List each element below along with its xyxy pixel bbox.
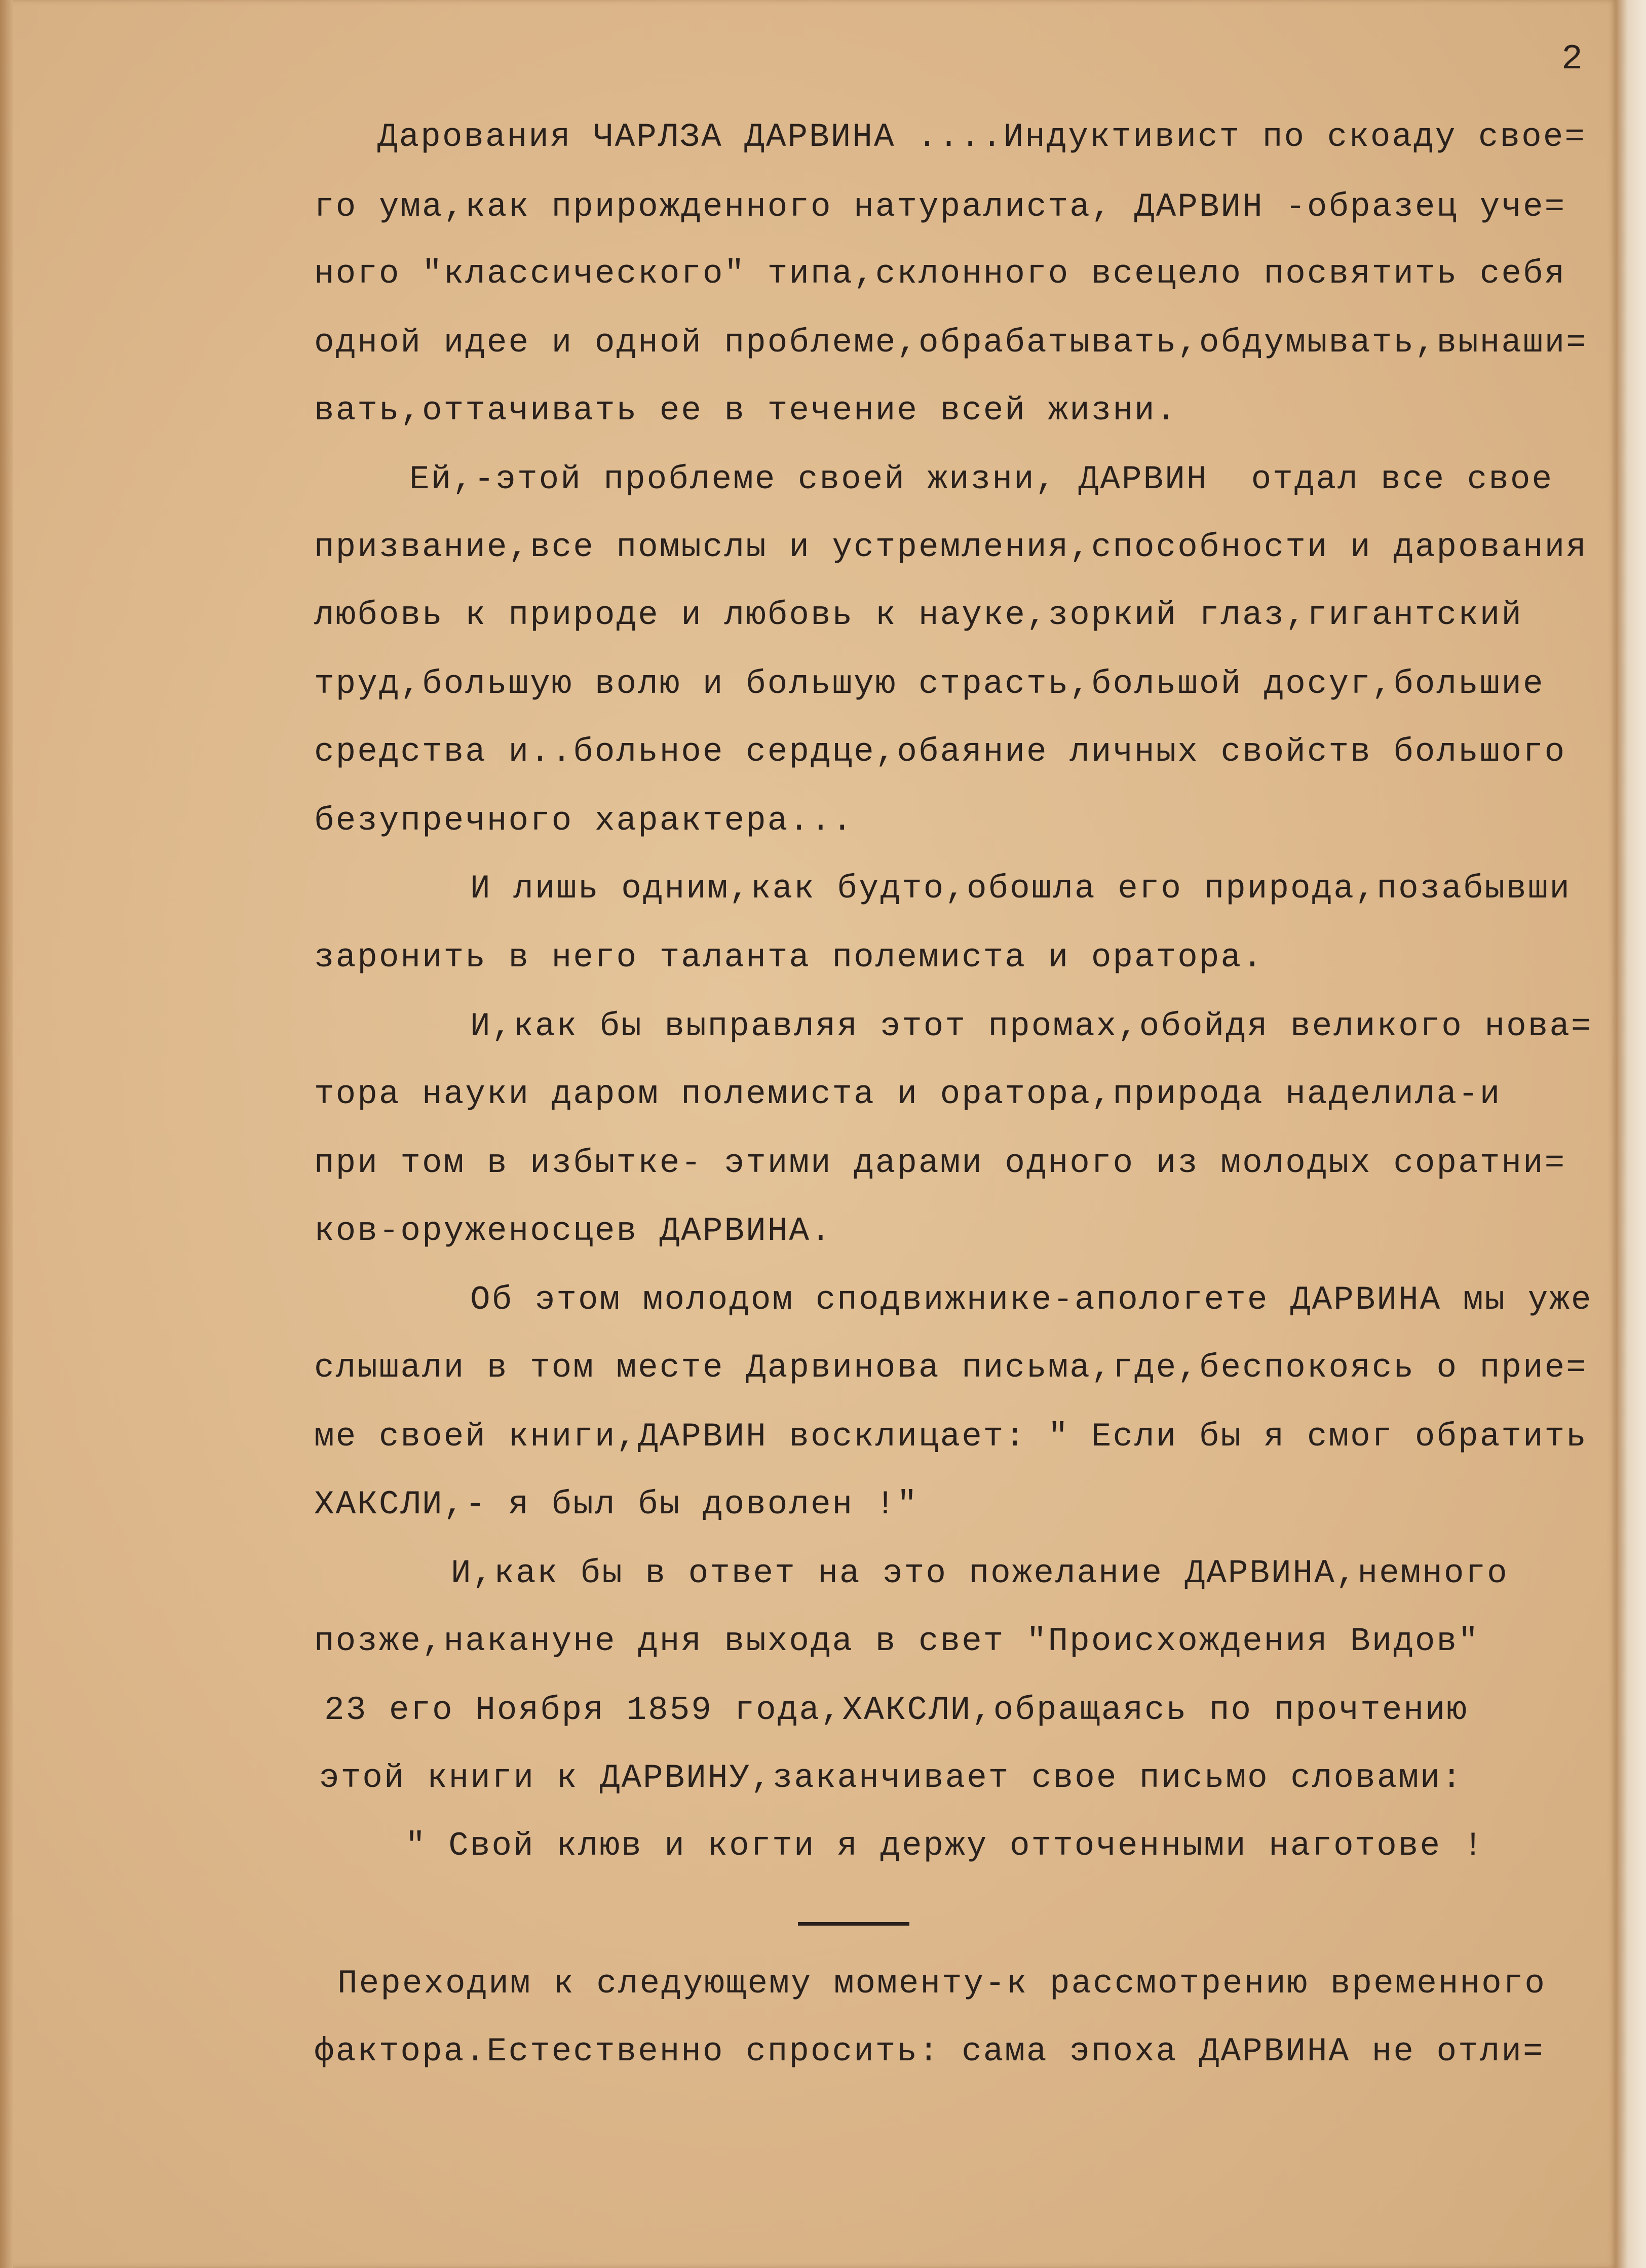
text-line: заронить в него таланта полемиста и оратора. bbox=[314, 939, 1264, 976]
text-line: вать,оттачивать ее в течение всей жизни. bbox=[314, 392, 1178, 429]
text-line: при том в избытке- этими дарами одного из молодых соратни= bbox=[314, 1144, 1566, 1182]
text-line: одной идее и одной проблеме,обрабатывать,обдумывать,вынаши= bbox=[314, 324, 1588, 362]
text-line: средства и..больное сердце,обаяние личных свойств большого bbox=[314, 733, 1566, 771]
text-line: слышали в том месте Дарвинова письма,где,беспокоясь о прие= bbox=[314, 1349, 1588, 1387]
text-line: ме своей книги,ДАРВИН восклицает: " Если бы я смог обратить bbox=[314, 1418, 1588, 1456]
text-line: этой книги к ДАРВИНУ,заканчивает свое письмо словами: bbox=[319, 1759, 1464, 1797]
page-number: 2 bbox=[1561, 40, 1583, 80]
text-line: ХАКСЛИ,- я был бы доволен !" bbox=[314, 1485, 918, 1523]
text-line: Об этом молодом сподвижнике-апологете ДАРВИНА мы уже bbox=[470, 1281, 1593, 1319]
text-line: И,как бы выправляя этот промах,обойдя великого нова= bbox=[470, 1007, 1593, 1045]
binding-edge bbox=[0, 0, 13, 2268]
text-line: ков-оруженосцев ДАРВИНА. bbox=[314, 1212, 832, 1250]
text-line: го ума,как прирожденного натуралиста, ДАРВИН -образец уче= bbox=[314, 188, 1566, 226]
text-line: любовь к природе и любовь к науке,зоркий глаз,гигантский bbox=[314, 596, 1523, 634]
section-divider bbox=[798, 1922, 909, 1926]
text-line: Дарования ЧАРЛЗА ДАРВИНА ....Индуктивист по скоаду свое= bbox=[377, 118, 1586, 156]
text-line: тора науки даром полемиста и оратора,природа наделила-и bbox=[314, 1075, 1502, 1113]
text-line: И,как бы в ответ на это пожелание ДАРВИНА,немного bbox=[451, 1554, 1509, 1592]
text-line: безупречного характера... bbox=[314, 802, 854, 840]
text-line: " Свой клюв и когти я держу отточенными наготове ! bbox=[405, 1827, 1485, 1865]
page-edge bbox=[1616, 0, 1646, 2268]
text-line: ного "классического" типа,склонного всецело посвятить себя bbox=[314, 255, 1566, 293]
text-line: труд,большую волю и большую страсть,большой досуг,большие bbox=[314, 665, 1545, 703]
text-line: позже,накануне дня выхода в свет "Происхождения Видов" bbox=[314, 1622, 1480, 1660]
text-line: Переходим к следующему моменту-к рассмотрению временного bbox=[337, 1965, 1546, 2003]
text-line: И лишь одним,как будто,обошла его природа,позабывши bbox=[470, 870, 1571, 908]
text-line: фактора.Естественно спросить: сама эпоха ДАРВИНА не отли= bbox=[314, 2032, 1545, 2070]
text-line: призвание,все помыслы и устремления,способности и дарования bbox=[314, 528, 1588, 566]
text-line: 23 его Ноября 1859 года,ХАКСЛИ,обращаясь по прочтению bbox=[324, 1691, 1469, 1729]
text-line: Ей,-этой проблеме своей жизни, ДАРВИН отдал все свое bbox=[409, 460, 1554, 498]
